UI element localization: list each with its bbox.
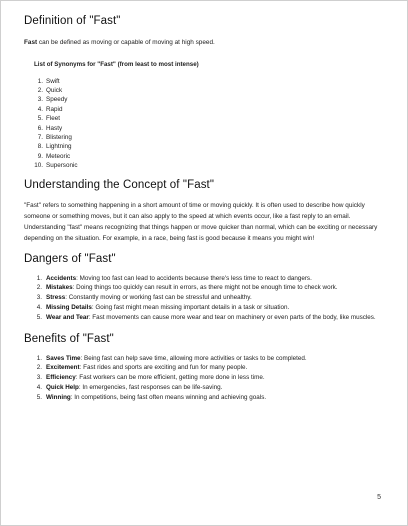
list-item: 1. Accidents: Moving too fast can lead to accidents because there's less time to react to dangers. [36, 274, 312, 282]
list-item: 4. Missing Details: Going fast might mean missing important details in a task or situation. [36, 304, 290, 312]
list-item: 4. Rapid [37, 105, 63, 113]
understanding-heading: Understanding the Concept of "Fast" [24, 178, 215, 191]
benefits-list [34, 354, 386, 403]
page-content [24, 11, 386, 403]
synonyms-list [34, 77, 386, 171]
list-item: 3. Speedy [37, 96, 68, 104]
list-item: 8. Lightning [37, 143, 72, 151]
benefits-heading: Benefits of "Fast" [24, 332, 114, 345]
definition-heading: Definition of "Fast" [24, 15, 121, 27]
synonyms-title: List of Synonyms for "Fast" (from least to most intense) [34, 60, 199, 68]
definition-text [24, 38, 386, 49]
list-item: 9. Meteoric [37, 152, 71, 160]
list-item: 10. Supersonic [34, 162, 78, 170]
dangers-heading: Dangers of "Fast" [24, 252, 116, 265]
list-item: 2. Quick [37, 87, 63, 94]
definition-body: can be defined as moving or capable of moving at high speed. [37, 39, 215, 46]
list-item: 5. Wear and Tear: Fast movements can cause more wear and tear on machinery or even parts of the body, like muscles. [36, 313, 376, 321]
list-item: 6. Hasty [37, 124, 63, 132]
list-item: 1. Swift [37, 77, 60, 85]
list-item: 7. Blistering [37, 134, 72, 142]
list-item: 5. Winning: In competitions, being fast often means winning and achieving goals. [36, 393, 267, 401]
list-item: 1. Saves Time: Being fast can help save time, allowing more activities or tasks to be completed. [36, 354, 307, 362]
page-number: 5 [377, 494, 381, 501]
dangers-list [34, 274, 386, 323]
understanding-text: "Fast" refers to something happening in a short amount of time or moving quickly. It is often used to describe how quickly someone or something moves, but it can also apply to the speed at which events occur, like a fast reply to an email. Understanding "fast" means recognizing that things happen or move quicker than normal, which can be exciting or necessary depending on the situation. For example, in a race, being fast is good because it means you might win! [24, 201, 378, 242]
list-item: 5. Fleet [37, 115, 60, 123]
definition-term: Fast [24, 39, 38, 46]
list-item: 3. Efficiency: Fast workers can be more efficient, getting more done in less time. [36, 374, 265, 382]
list-item: 2. Mistakes: Doing things too quickly can result in errors, as there might not be enough time to check work. [36, 284, 338, 292]
list-item: 2. Excitement: Fast rides and sports are exciting and fun for many people. [36, 364, 248, 372]
list-item: 3. Stress: Constantly moving or working fast can be stressful and unhealthy. [36, 294, 252, 302]
list-item: 4. Quick Help: In emergencies, fast responses can be life-saving. [36, 384, 223, 392]
